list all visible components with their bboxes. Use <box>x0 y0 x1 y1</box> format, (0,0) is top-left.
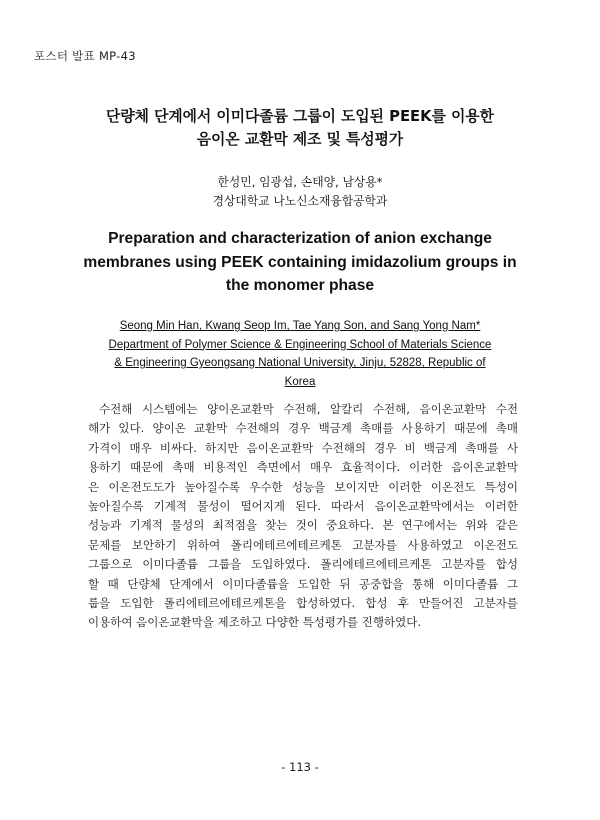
korean-title-line-2: 음이온 교환막 제조 및 특성평가 <box>196 131 404 148</box>
english-title-line-2: membranes using PEEK containing imidazolium groups in <box>83 253 517 271</box>
korean-authors-block <box>40 173 560 211</box>
english-affiliation-line-2: & Engineering Gyeongsang National University, Jinju, 52828, Republic of <box>114 357 486 369</box>
abstract-line: 룹을 도입한 폴리에테르에테르케톤을 합성하였다. 합성 후 만들어진 고분자를 <box>88 596 518 611</box>
english-title-line-3: the monomer phase <box>225 277 375 294</box>
abstract-line: 이용하여 음이온교환막을 제조하고 다양한 특성평가를 진행하였다. <box>88 615 421 630</box>
english-author-names: Seong Min Han, Kwang Seop Im, Tae Yang Son, and Sang Yong Nam* <box>119 320 481 332</box>
korean-title <box>40 105 560 151</box>
session-tag: 포스터 발표 MP-43 <box>34 49 136 63</box>
abstract-body <box>88 400 518 633</box>
english-authors-block <box>60 317 540 391</box>
english-title <box>30 227 570 298</box>
abstract-line: 높아질수록 기계적 물성이 떨어지게 된다. 따라서 음이온교환막에서는 이러한 <box>88 499 518 514</box>
english-title-line-1: Preparation and characterization of anion exchange <box>108 230 492 247</box>
abstract-line: 수전해 시스템에는 양이온교환막 수전해, 알칼리 수전해, 음이온교환막 수전 <box>99 402 518 416</box>
abstract-line: 가격이 매우 비싸다. 하지만 음이온교환막 수전해의 경우 비 백금계 촉매를 사 <box>88 440 518 455</box>
english-affiliation-line-1: Department of Polymer Science & Engineering School of Materials Science <box>108 338 492 351</box>
korean-author-names: 한성민, 임광섭, 손태양, 남상용* <box>217 175 383 189</box>
korean-title-line-1: 단량체 단계에서 이미다졸륨 그룹이 도입된 PEEK를 이용한 <box>106 108 494 125</box>
abstract-line: 할 때 단량체 단계에서 이미다졸륨을 도입한 뒤 공중합을 통해 이미다졸륨 그 <box>88 576 518 591</box>
abstract-line: 해가 있다. 양이온 교환막 수전해의 경우 백금계 촉매를 사용하기 때문에 촉매 <box>88 421 518 436</box>
abstract-line: 용하기 때문에 촉매 비용적인 측면에서 매우 효율적이다. 이러한 음이온교환막 <box>88 460 518 475</box>
korean-affiliation: 경상대학교 나노신소재융합공학과 <box>212 194 388 208</box>
abstract-line: 그룹으로 이미다졸륨 그룹을 도입하였다. 폴리에테르에테르케톤 고분자를 합성 <box>88 557 518 572</box>
english-affiliation-line-3: Korea <box>284 375 316 388</box>
abstract-line: 성능과 기계적 물성의 최적점을 찾는 것이 중요하다. 본 연구에서는 위와 같은 <box>88 518 518 533</box>
abstract-line: 문제를 보안하기 위하여 폴리에테르에테르케톤 고분자를 사용하였고 이온전도 <box>88 537 518 552</box>
abstract-line: 은 이온전도도가 높아질수록 우수한 성능을 보이지만 이러한 이온전도 특성이 <box>88 479 518 494</box>
page-number: - 113 - <box>281 760 319 774</box>
